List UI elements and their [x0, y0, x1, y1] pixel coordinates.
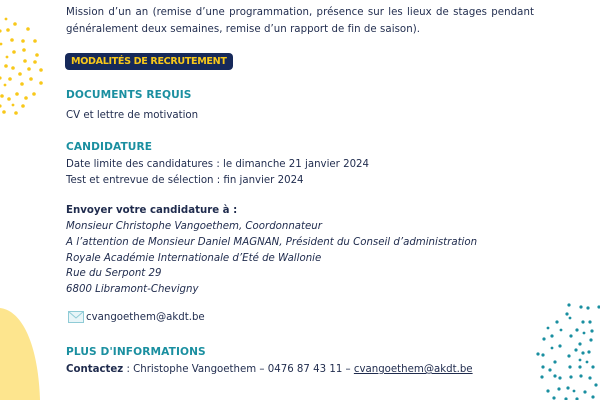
documents-heading: DOCUMENTS REQUIS — [66, 89, 192, 101]
more-info-heading: PLUS D'INFORMATIONS — [66, 346, 206, 358]
envelope-icon — [68, 311, 84, 323]
contact-separator: : — [123, 364, 134, 375]
email-row[interactable] — [68, 311, 205, 323]
address-line: Monsieur Christophe Vangoethem, Coordonnateur — [66, 221, 322, 232]
address-line: A l’attention de Monsieur Daniel MAGNAN, Président du Conseil d’administration — [66, 237, 478, 248]
address-line: Royale Académie Internationale d’Eté de Wallonie — [66, 253, 322, 264]
contact-text: Christophe Vangoethem – 0476 87 43 11 – — [133, 364, 354, 375]
deadline-text: Date limite des candidatures : le dimanche 21 janvier 2024 — [66, 159, 370, 170]
contact-label: Contactez — [66, 364, 124, 375]
address-line: 6800 Libramont-Chevigny — [66, 284, 199, 295]
email-address[interactable]: cvangoethem@akdt.be — [86, 311, 205, 323]
mission-description: Mission d’un an (remise d’une programmation, présence sur les lieux de stages pendant généralement deux semaines, remise d’un rapport de fin de saison). — [66, 7, 534, 35]
recruitment-badge: MODALITÉS DE RECRUTEMENT — [65, 53, 233, 70]
contact-email-link[interactable]: cvangoethem@akdt.be — [353, 364, 473, 375]
contact-line — [66, 364, 473, 375]
interview-text: Test et entrevue de sélection : fin janvier 2024 — [66, 175, 304, 186]
application-heading: CANDIDATURE — [66, 141, 153, 153]
send-to-label: Envoyer votre candidature à : — [66, 205, 238, 216]
documents-text: CV et lettre de motivation — [66, 110, 199, 121]
address-line: Rue du Serpont 29 — [66, 268, 162, 279]
